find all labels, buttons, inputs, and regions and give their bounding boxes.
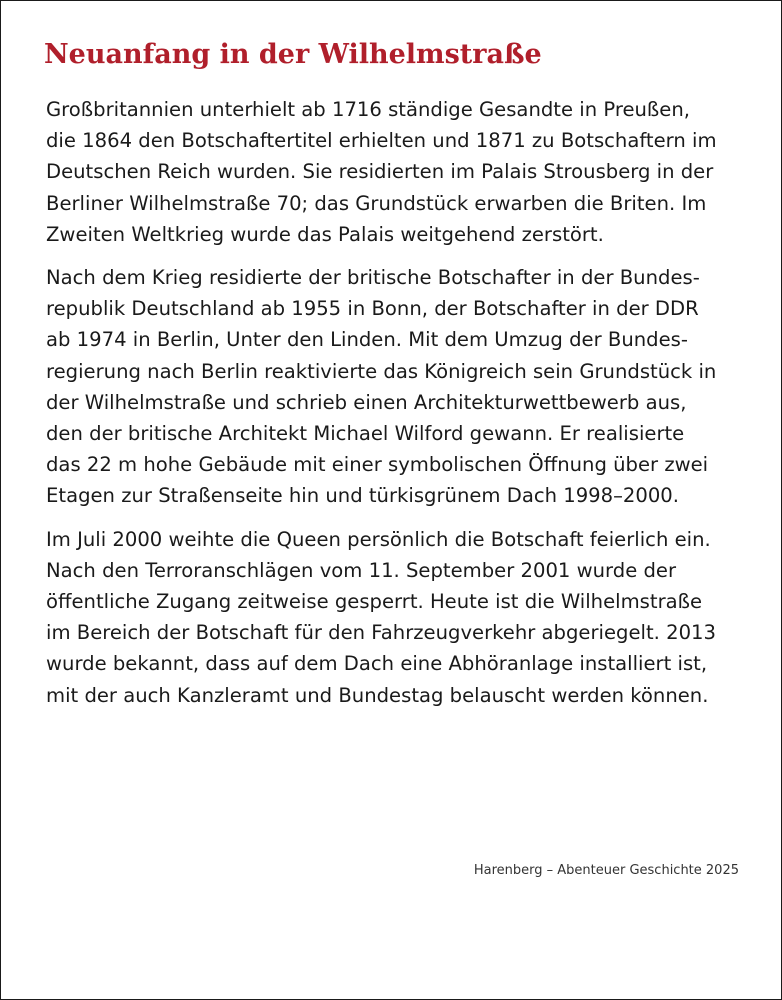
publisher-credit: Harenberg – Abenteuer Geschichte 2025 (473, 863, 739, 878)
text-line: der Wilhelmstraße und schrieb einen Architekturwettbewerb aus, (46, 390, 687, 414)
text-line: Deutschen Reich wurden. Sie residierten im Palais Strousberg in der (46, 160, 714, 184)
text-line: mit der auch Kanzleramt und Bundestag belauscht werden können. (46, 683, 709, 707)
text-line: Großbritannien unterhielt ab 1716 ständige Gesandte in Preußen, (46, 98, 690, 121)
text-line: die 1864 den Botschaftertitel erhielten und 1871 zu Botschaftern im (46, 129, 717, 153)
text-line: das 22 m hohe Gebäude mit einer symbolischen Öffnung über zwei (46, 453, 709, 477)
paragraph-2 (46, 262, 746, 512)
text-line: Im Juli 2000 weihte die Queen persönlich die Botschaft feierlich ein. (46, 527, 711, 551)
text-line: im Bereich der Botschaft für den Fahrzeugverkehr abgeriegelt. 2013 (46, 621, 716, 645)
text-line: Nach den Terroranschlägen vom 11. September 2001 wurde der (46, 558, 677, 582)
text-line: Berliner Wilhelmstraße 70; das Grundstück erwarben die Briten. Im (46, 191, 707, 215)
text-line: den der britische Architekt Michael Wilford gewann. Er realisierte (46, 422, 685, 446)
text-line: wurde bekannt, dass auf dem Dach eine Abhöranlage installiert ist, (46, 652, 708, 676)
text-line: öffentliche Zugang zeitweise gesperrt. Heute ist die Wilhelmstraße (46, 590, 703, 614)
text-line: Zweiten Weltkrieg wurde das Palais weitgehend zerstört. (46, 222, 604, 246)
article-body (46, 94, 746, 723)
paragraph-3 (46, 524, 746, 711)
page-title: Neuanfang in der Wilhelmstraße (44, 39, 542, 70)
text-line: Nach dem Krieg residierte der britische Botschafter in der Bundes- (46, 266, 700, 290)
text-line: republik Deutschland ab 1955 in Bonn, der Botschafter in der DDR (46, 297, 699, 321)
text-line: regierung nach Berlin reaktivierte das Königreich sein Grundstück in (46, 359, 717, 383)
text-line: Etagen zur Straßenseite hin und türkisgrünem Dach 1998–2000. (46, 484, 679, 508)
paragraph-1 (46, 94, 746, 250)
text-line: ab 1974 in Berlin, Unter den Linden. Mit dem Umzug der Bundes- (46, 328, 688, 352)
